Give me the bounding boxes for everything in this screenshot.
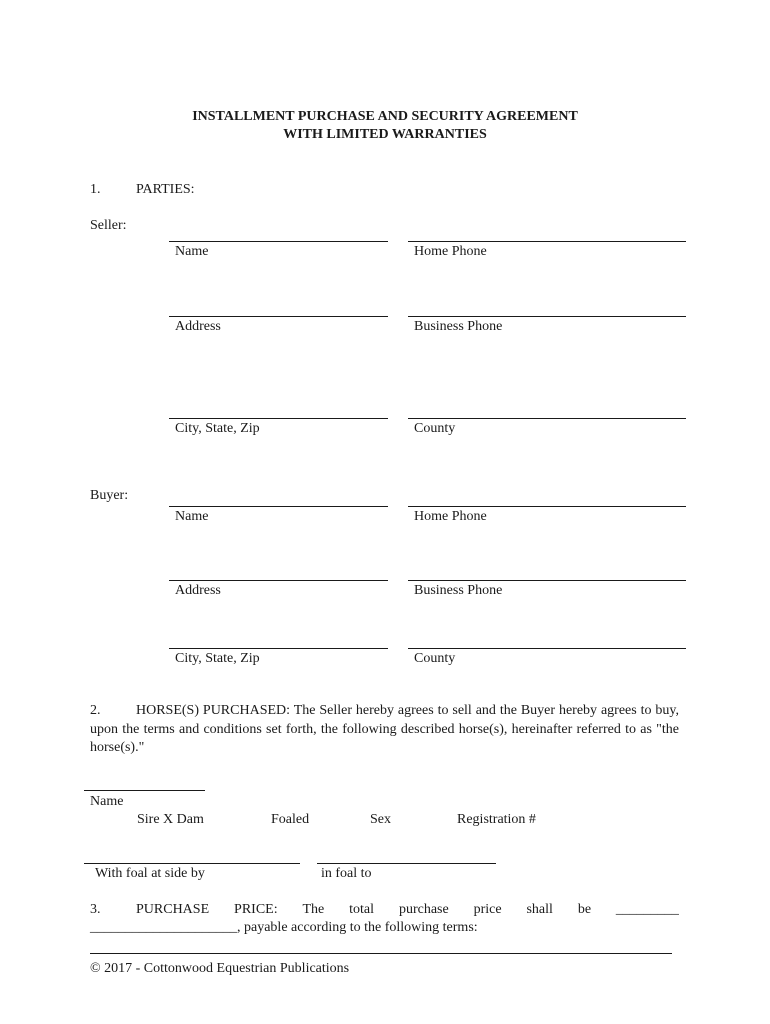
section-3-word: price (473, 902, 502, 917)
section-2-number: 2. (90, 703, 101, 718)
buyer-city-state-zip-label: City, State, Zip (175, 651, 260, 666)
buyer-business-phone-label: Business Phone (414, 583, 503, 598)
seller-address-label: Address (175, 319, 221, 334)
in-foal-label: in foal to (321, 866, 372, 881)
buyer-home-phone-line[interactable] (408, 506, 686, 507)
section-1-heading: PARTIES: (136, 182, 195, 197)
buyer-name-line[interactable] (169, 506, 388, 507)
horse-sex-label: Sex (370, 812, 391, 827)
section-3-word: PRICE: (234, 902, 278, 917)
horse-sire-dam-label: Sire X Dam (137, 812, 204, 827)
buyer-home-phone-label: Home Phone (414, 509, 487, 524)
with-foal-line[interactable] (84, 863, 300, 864)
section-1-number: 1. (90, 182, 101, 197)
seller-home-phone-line[interactable] (408, 241, 686, 242)
section-3-line-1 (136, 902, 679, 918)
buyer-address-line[interactable] (169, 580, 388, 581)
document-title-line-2: WITH LIMITED WARRANTIES (283, 127, 487, 142)
seller-business-phone-line[interactable] (408, 316, 686, 317)
seller-city-state-zip-label: City, State, Zip (175, 421, 260, 436)
footer-copyright: © 2017 - Cottonwood Equestrian Publications (90, 961, 350, 976)
in-foal-line[interactable] (317, 863, 496, 864)
seller-county-line[interactable] (408, 418, 686, 419)
horse-name-label: Name (90, 794, 124, 809)
section-3-word: PURCHASE (136, 902, 210, 917)
section-3-word: purchase (398, 902, 449, 917)
seller-address-line[interactable] (169, 316, 388, 317)
section-3-word: be (577, 902, 592, 917)
section-2-text: HORSE(S) PURCHASED: The Seller hereby agrees to sell and the Buyer hereby agrees to buy, upon the terms and conditions set forth, the following described horse(s), hereinafter referred to as "the horse(s)." (90, 703, 679, 755)
seller-name-line[interactable] (169, 241, 388, 242)
footer-rule (90, 953, 672, 954)
with-foal-label: With foal at side by (95, 866, 205, 881)
seller-county-label: County (414, 421, 456, 436)
document-title-line-1: INSTALLMENT PURCHASE AND SECURITY AGREEMENT (192, 109, 578, 124)
seller-label: Seller: (90, 218, 127, 233)
buyer-address-label: Address (175, 583, 221, 598)
buyer-county-line[interactable] (408, 648, 686, 649)
seller-business-phone-label: Business Phone (414, 319, 503, 334)
seller-home-phone-label: Home Phone (414, 244, 487, 259)
price-blank[interactable]: _________ (615, 902, 679, 917)
buyer-name-label: Name (175, 509, 209, 524)
section-3-line-2: _____________________, payable according to the following terms: (90, 920, 478, 935)
section-3-number: 3. (90, 902, 101, 917)
buyer-city-state-zip-line[interactable] (169, 648, 388, 649)
horse-foaled-label: Foaled (271, 812, 310, 827)
seller-city-state-zip-line[interactable] (169, 418, 388, 419)
section-3-word: The (302, 902, 325, 917)
seller-name-label: Name (175, 244, 209, 259)
horse-name-line[interactable] (84, 790, 205, 791)
buyer-business-phone-line[interactable] (408, 580, 686, 581)
horse-registration-label: Registration # (457, 812, 536, 827)
section-3-word: total (349, 902, 375, 917)
section-2-paragraph (90, 702, 679, 758)
section-3-word: shall (526, 902, 553, 917)
buyer-county-label: County (414, 651, 456, 666)
buyer-label: Buyer: (90, 488, 129, 503)
